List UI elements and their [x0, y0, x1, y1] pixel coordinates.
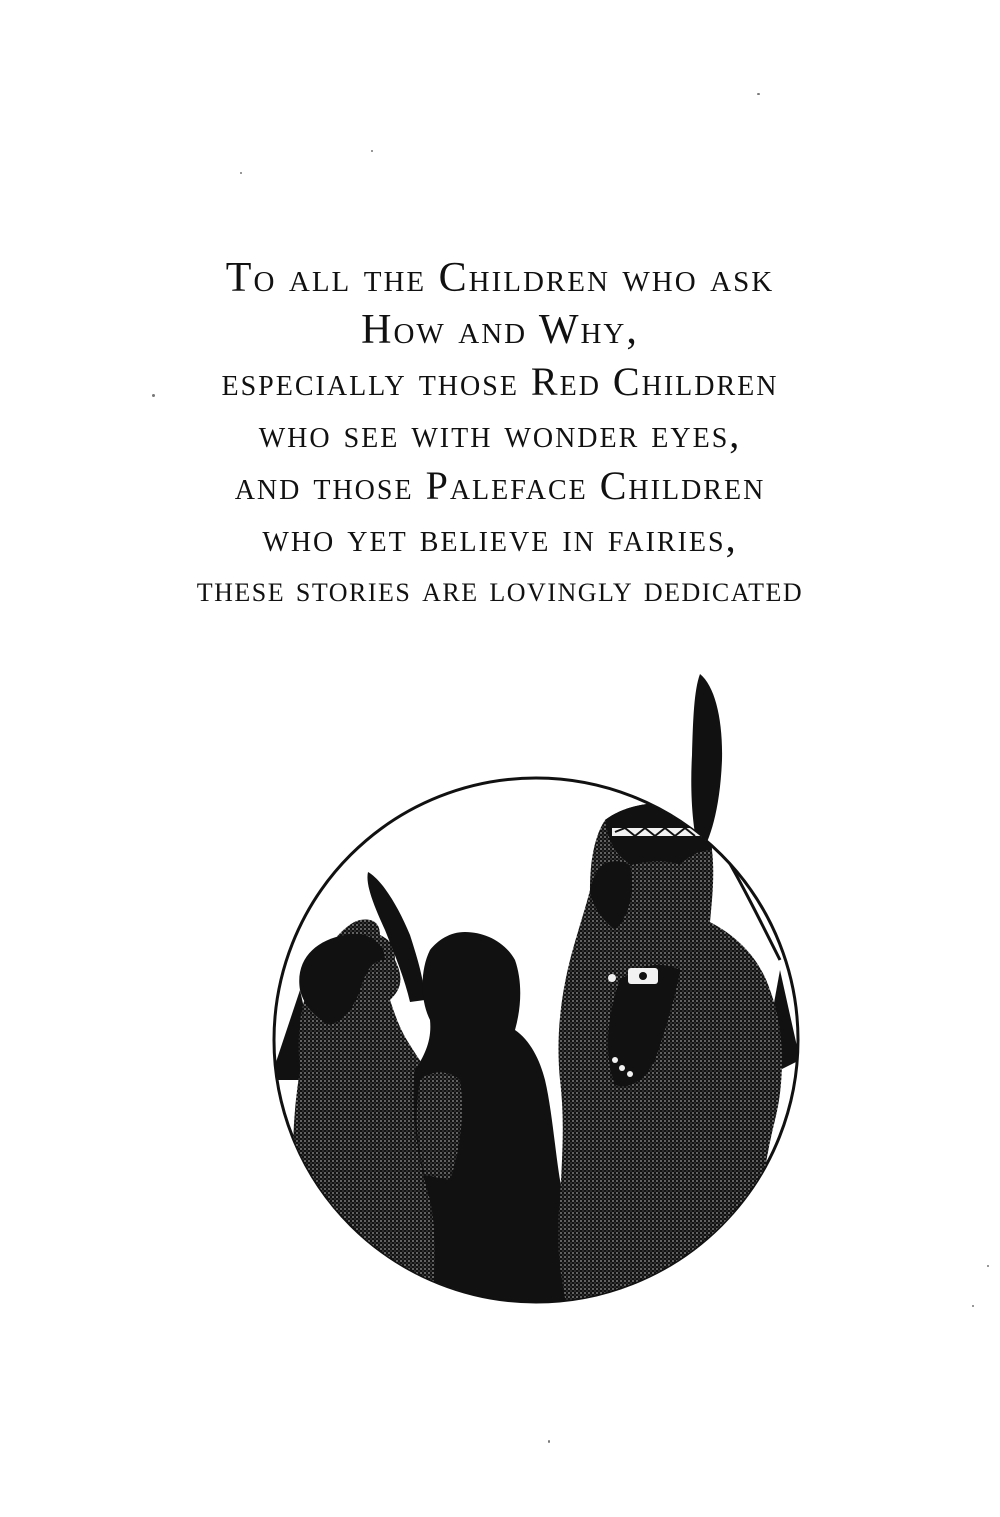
scan-speck	[240, 172, 242, 174]
scan-speck	[548, 1440, 550, 1443]
man-silhouette	[558, 674, 782, 1320]
dedication-line: these stories are lovingly dedicated	[196, 569, 804, 610]
dedication-line: especially those Red Children	[221, 359, 779, 404]
scan-speck	[371, 150, 373, 152]
scan-speck	[972, 1305, 974, 1307]
dedication-line: who yet believe in fairies,	[262, 515, 738, 560]
dedication-line: To all the Children who ask	[225, 255, 775, 301]
dedication-line: and those Paleface Children	[234, 463, 766, 508]
dedication-line: who see with wonder eyes,	[258, 411, 742, 456]
dedication-line: How and Why,	[361, 307, 639, 353]
silhouette-illustration	[260, 660, 820, 1320]
scan-speck	[757, 93, 760, 95]
dedication-text	[0, 252, 1000, 616]
scan-speck	[987, 1265, 989, 1267]
